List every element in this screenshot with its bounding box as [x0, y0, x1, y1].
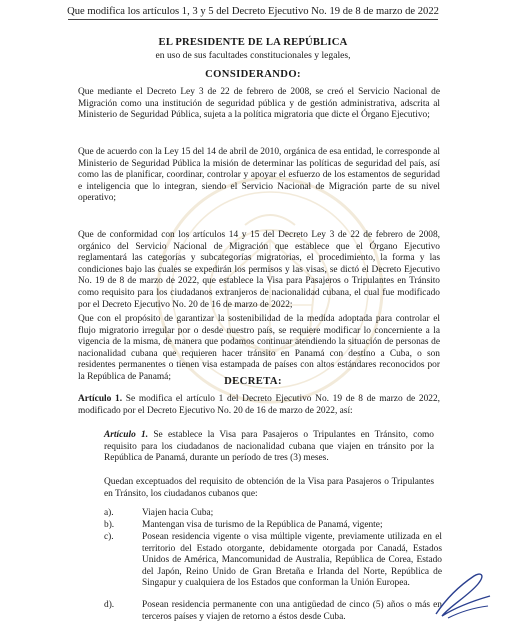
header-rule [68, 19, 438, 20]
list-text: Mantengan visa de turismo de la República de Panamá, vigente; [142, 520, 383, 530]
list-marker: a). [104, 508, 114, 518]
quoted-article-text: Se establece la Visa para Pasajeros o Tripulantes en Tránsito, como requisito para los ciudadanos de nacionalidad cubana que viajen en tránsito por la República de Panamá, durante un período de tres (3) meses. [104, 430, 434, 464]
issuer-subtitle: en uso de sus facultades constitucionales y legales, [155, 50, 351, 61]
decreta-heading: DECRETA: [224, 376, 282, 387]
article-1-text: Se modifica el artículo 1 del Decreto Ejecutivo No. 19 de 8 de marzo de 2022, modificado por el Decreto Ejecutivo No. 20 de 16 de marzo de 2022, así: [78, 394, 440, 416]
article-1-label: Artículo 1. [78, 394, 123, 404]
paragraph-2: Que de acuerdo con la Ley 15 del 14 de abril de 2010, orgánica de esa entidad, le corresponde al Ministerio de Seguridad Pública la misión de determinar las políticas de seguridad del país, así como las de planificar, coordinar, controlar y apoyar el esfuerzo de los estamentos de seguridad e inteligencia que lo integran, siendo el Servicio Nacional de Migración parte de su nivel operativo; [78, 147, 440, 204]
list-text: Viajen hacia Cuba; [142, 508, 214, 518]
exceptions-intro: Quedan exceptuados del requisito de obtención de la Visa para Pasajeros o Tripulantes en Tránsito, los ciudadanos cubanos que: [104, 477, 434, 499]
list-text: Posean residencia permanente con una antigüedad de cinco (5) años o más en terceros países y viajen de retorno a éstos desde Cuba. [142, 600, 442, 622]
article-1 [78, 394, 440, 417]
subject-text: Que modifica los artículos 1, 3 y 5 del Decreto Ejecutivo No. 19 de 8 de marzo de 2022 [67, 6, 439, 17]
list-marker: b). [104, 520, 115, 530]
list-marker: d). [104, 600, 115, 610]
handwritten-signature [428, 566, 498, 626]
list-marker: c). [104, 532, 114, 542]
paragraph-4: Que con el propósito de garantizar la sostenibilidad de la medida adoptada para controlar el flujo migratorio irregular por o desde nuestro país, se requiere modificar lo concerniente a la vigencia de la misma, de manera que podamos continuar atendiendo la situación de personas de nacionalidad cubana que requieren hacer tránsito en Panamá con destino a Cuba, o son residentes permanentes o tienen visa estampada de países con altos estándares reconocidos por la República de Panamá; [78, 314, 440, 382]
list-text: Posean residencia vigente o visa múltiple vigente, previamente utilizada en el territorio del Estado otorgante, debidamente otorgada por Canadá, Estados Unidos de América, Mancomunidad de Australia, República de Corea, Estado del Japón, Reino Unido de Gran Bretaña e Irlanda del Norte, República de Singapur y cualquiera de los Estados que conforman la Unión Europea. [142, 532, 442, 589]
quoted-article-1 [104, 430, 434, 465]
quoted-article-label: Artículo 1. [104, 430, 149, 440]
document-subject [0, 6, 506, 20]
paragraph-1: Que mediante el Decreto Ley 3 de 22 de febrero de 2008, se creó el Servicio Nacional de Migración como una institución de seguridad pública y de gestión administrativa, adscrita al Ministerio de Seguridad Pública, sujeta a la política migratoria que dicte el Órgano Ejecutivo; [78, 87, 440, 121]
paragraph-3: Que de conformidad con los artículos 14 y 15 del Decreto Ley 3 de 22 de febrero de 2008, orgánico del Servicio Nacional de Migración que establece que el Órgano Ejecutivo reglamentará las categorías y subcategorías migratorias, el procedimiento, la forma y las condiciones bajo las cuales se expedirán los permisos y las visas, se dictó el Decreto Ejecutivo No. 19 de 8 de marzo de 2022, que establece la Visa para Pasajeros o Tripulantes en Tránsito como requisito para los ciudadanos extranjeros de nacionalidad cubana, el cual fue modificado por el Decreto Ejecutivo No. 20 de 16 de marzo de 2022; [78, 230, 440, 310]
considerando-heading: CONSIDERANDO: [205, 69, 301, 80]
issuer-title: EL PRESIDENTE DE LA REPÚBLICA [158, 37, 348, 48]
